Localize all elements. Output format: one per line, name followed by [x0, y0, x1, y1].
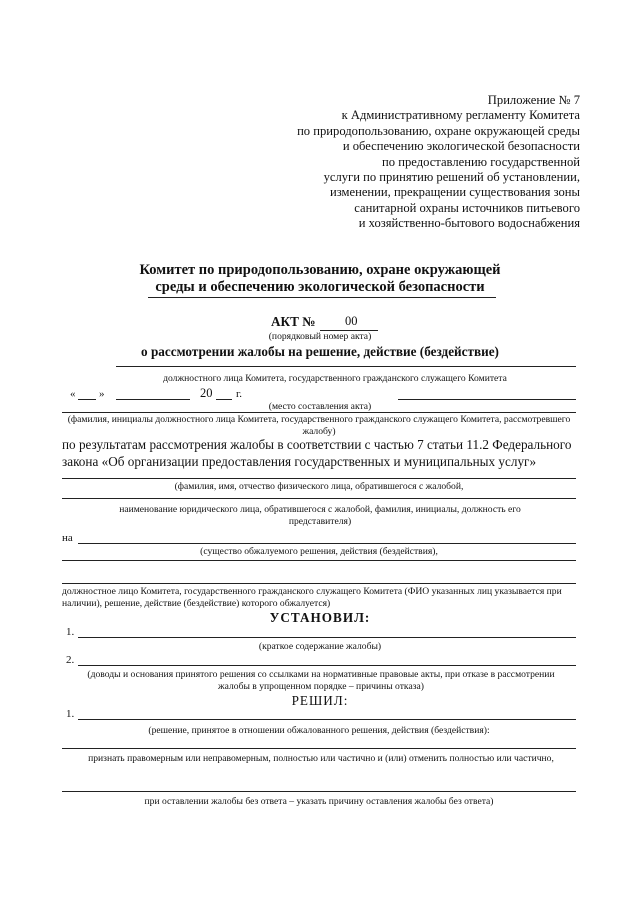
decided-item-1-caption: (решение, принятое в отношении обжалованного решения, действия (бездействия):: [148, 725, 490, 736]
decided-item-1-line: [78, 719, 576, 720]
committee-line-1: Комитет по природопользованию, охране окружающей: [139, 262, 501, 278]
recognize-caption: признать правомерным или неправомерным, полностью или частично и (или) отменить полностью или частично,: [88, 753, 554, 764]
appendix-line: по природопользованию, охране окружающей среды: [297, 123, 580, 138]
place-caption: (место составления акта): [268, 401, 372, 412]
established-item-2-number: 2.: [66, 654, 75, 666]
applicant-org-caption: наименование юридического лица, обратившегося с жалобой, фамилия, инициалы, должность его представителя): [119, 504, 521, 527]
established-item-2-caption: (доводы и основания принятого решения со ссылками на нормативные правовые акты, при отказе в рассмотрении жалобы в упрощенном порядке – причины отказа): [87, 669, 555, 692]
established-item-1-line: [78, 637, 576, 638]
applicant-org-line: [62, 498, 576, 499]
year-blank: [216, 399, 232, 400]
committee-name: [100, 262, 540, 296]
no-answer-caption: при оставлении жалобы без ответа – указать причину оставления жалобы без ответа): [144, 796, 494, 807]
place-blank: [398, 399, 576, 400]
day-blank: [78, 399, 96, 400]
established-heading: УСТАНОВИЛ:: [269, 610, 371, 625]
essence-caption: (существо обжалуемого решения, действия (бездействия),: [200, 546, 438, 557]
appendix-line: санитарной охраны источников питьевого: [354, 200, 580, 215]
appendix-line: и хозяйственно-бытового водоснабжения: [358, 216, 580, 231]
appendix-line: и обеспечению экологической безопасности: [342, 139, 580, 154]
appendix-line: услуги по принятию решений об установлении,: [323, 170, 580, 185]
decision-line: [62, 748, 576, 749]
official-caption: должностного лица Комитета, государственного гражданского служащего Комитета: [163, 373, 507, 384]
committee-line-2: среды и обеспечению экологической безопасности: [155, 279, 485, 295]
appealed-line: [62, 583, 576, 584]
established-item-1-caption: (краткое содержание жалобы): [258, 641, 382, 652]
appendix-line: по предоставлению государственной: [382, 154, 580, 169]
established-item-2-line: [78, 665, 576, 666]
essence-line-2: [62, 560, 576, 561]
date-quote-open: «: [70, 388, 76, 400]
official-line: [116, 366, 576, 367]
reviewer-caption: (фамилия, инициалы должностного лица Комитета, государственного гражданского служащего Комитета, рассмотревшего жалобу): [67, 414, 571, 437]
na-label: на: [62, 532, 73, 544]
committee-underline: [148, 297, 496, 298]
reviewer-line: [62, 412, 576, 413]
act-number-caption: (порядковый номер акта): [268, 331, 372, 342]
appealed-caption: должностное лицо Комитета, государственного гражданского служащего Комитета (ФИО указанных лиц указывается при наличии), решение, действие (бездействие) которого обжалуется): [62, 586, 562, 609]
year-suffix: г.: [236, 388, 243, 400]
act-number: 00: [345, 314, 358, 328]
applicant-line: [62, 478, 576, 479]
year-prefix: 20: [200, 386, 213, 400]
basis-line-1: по результатам рассмотрения жалобы в соответствии с частью 7 статьи 11.2 Федерального: [62, 437, 572, 452]
established-item-1-number: 1.: [66, 626, 75, 638]
appendix-line: к Административному регламенту Комитета: [341, 108, 580, 123]
no-answer-line: [62, 791, 576, 792]
act-subject: о рассмотрении жалобы на решение, действие (бездействие): [141, 344, 499, 359]
applicant-person-caption: (фамилия, имя, отчество физического лица, обратившегося с жалобой,: [174, 481, 464, 492]
essence-line: [78, 543, 576, 544]
act-title: АКТ №: [271, 314, 316, 329]
appendix-header: [250, 93, 580, 232]
date-quote-close: »: [99, 388, 105, 400]
appendix-line: изменении, прекращении существования зоны: [330, 185, 580, 200]
decided-item-1-number: 1.: [66, 708, 75, 720]
month-blank: [116, 399, 190, 400]
appendix-line: Приложение № 7: [487, 93, 580, 107]
decided-heading: РЕШИЛ:: [291, 693, 349, 708]
basis-line-2: закона «Об организации предоставления государственных и муниципальных услуг»: [62, 454, 537, 469]
